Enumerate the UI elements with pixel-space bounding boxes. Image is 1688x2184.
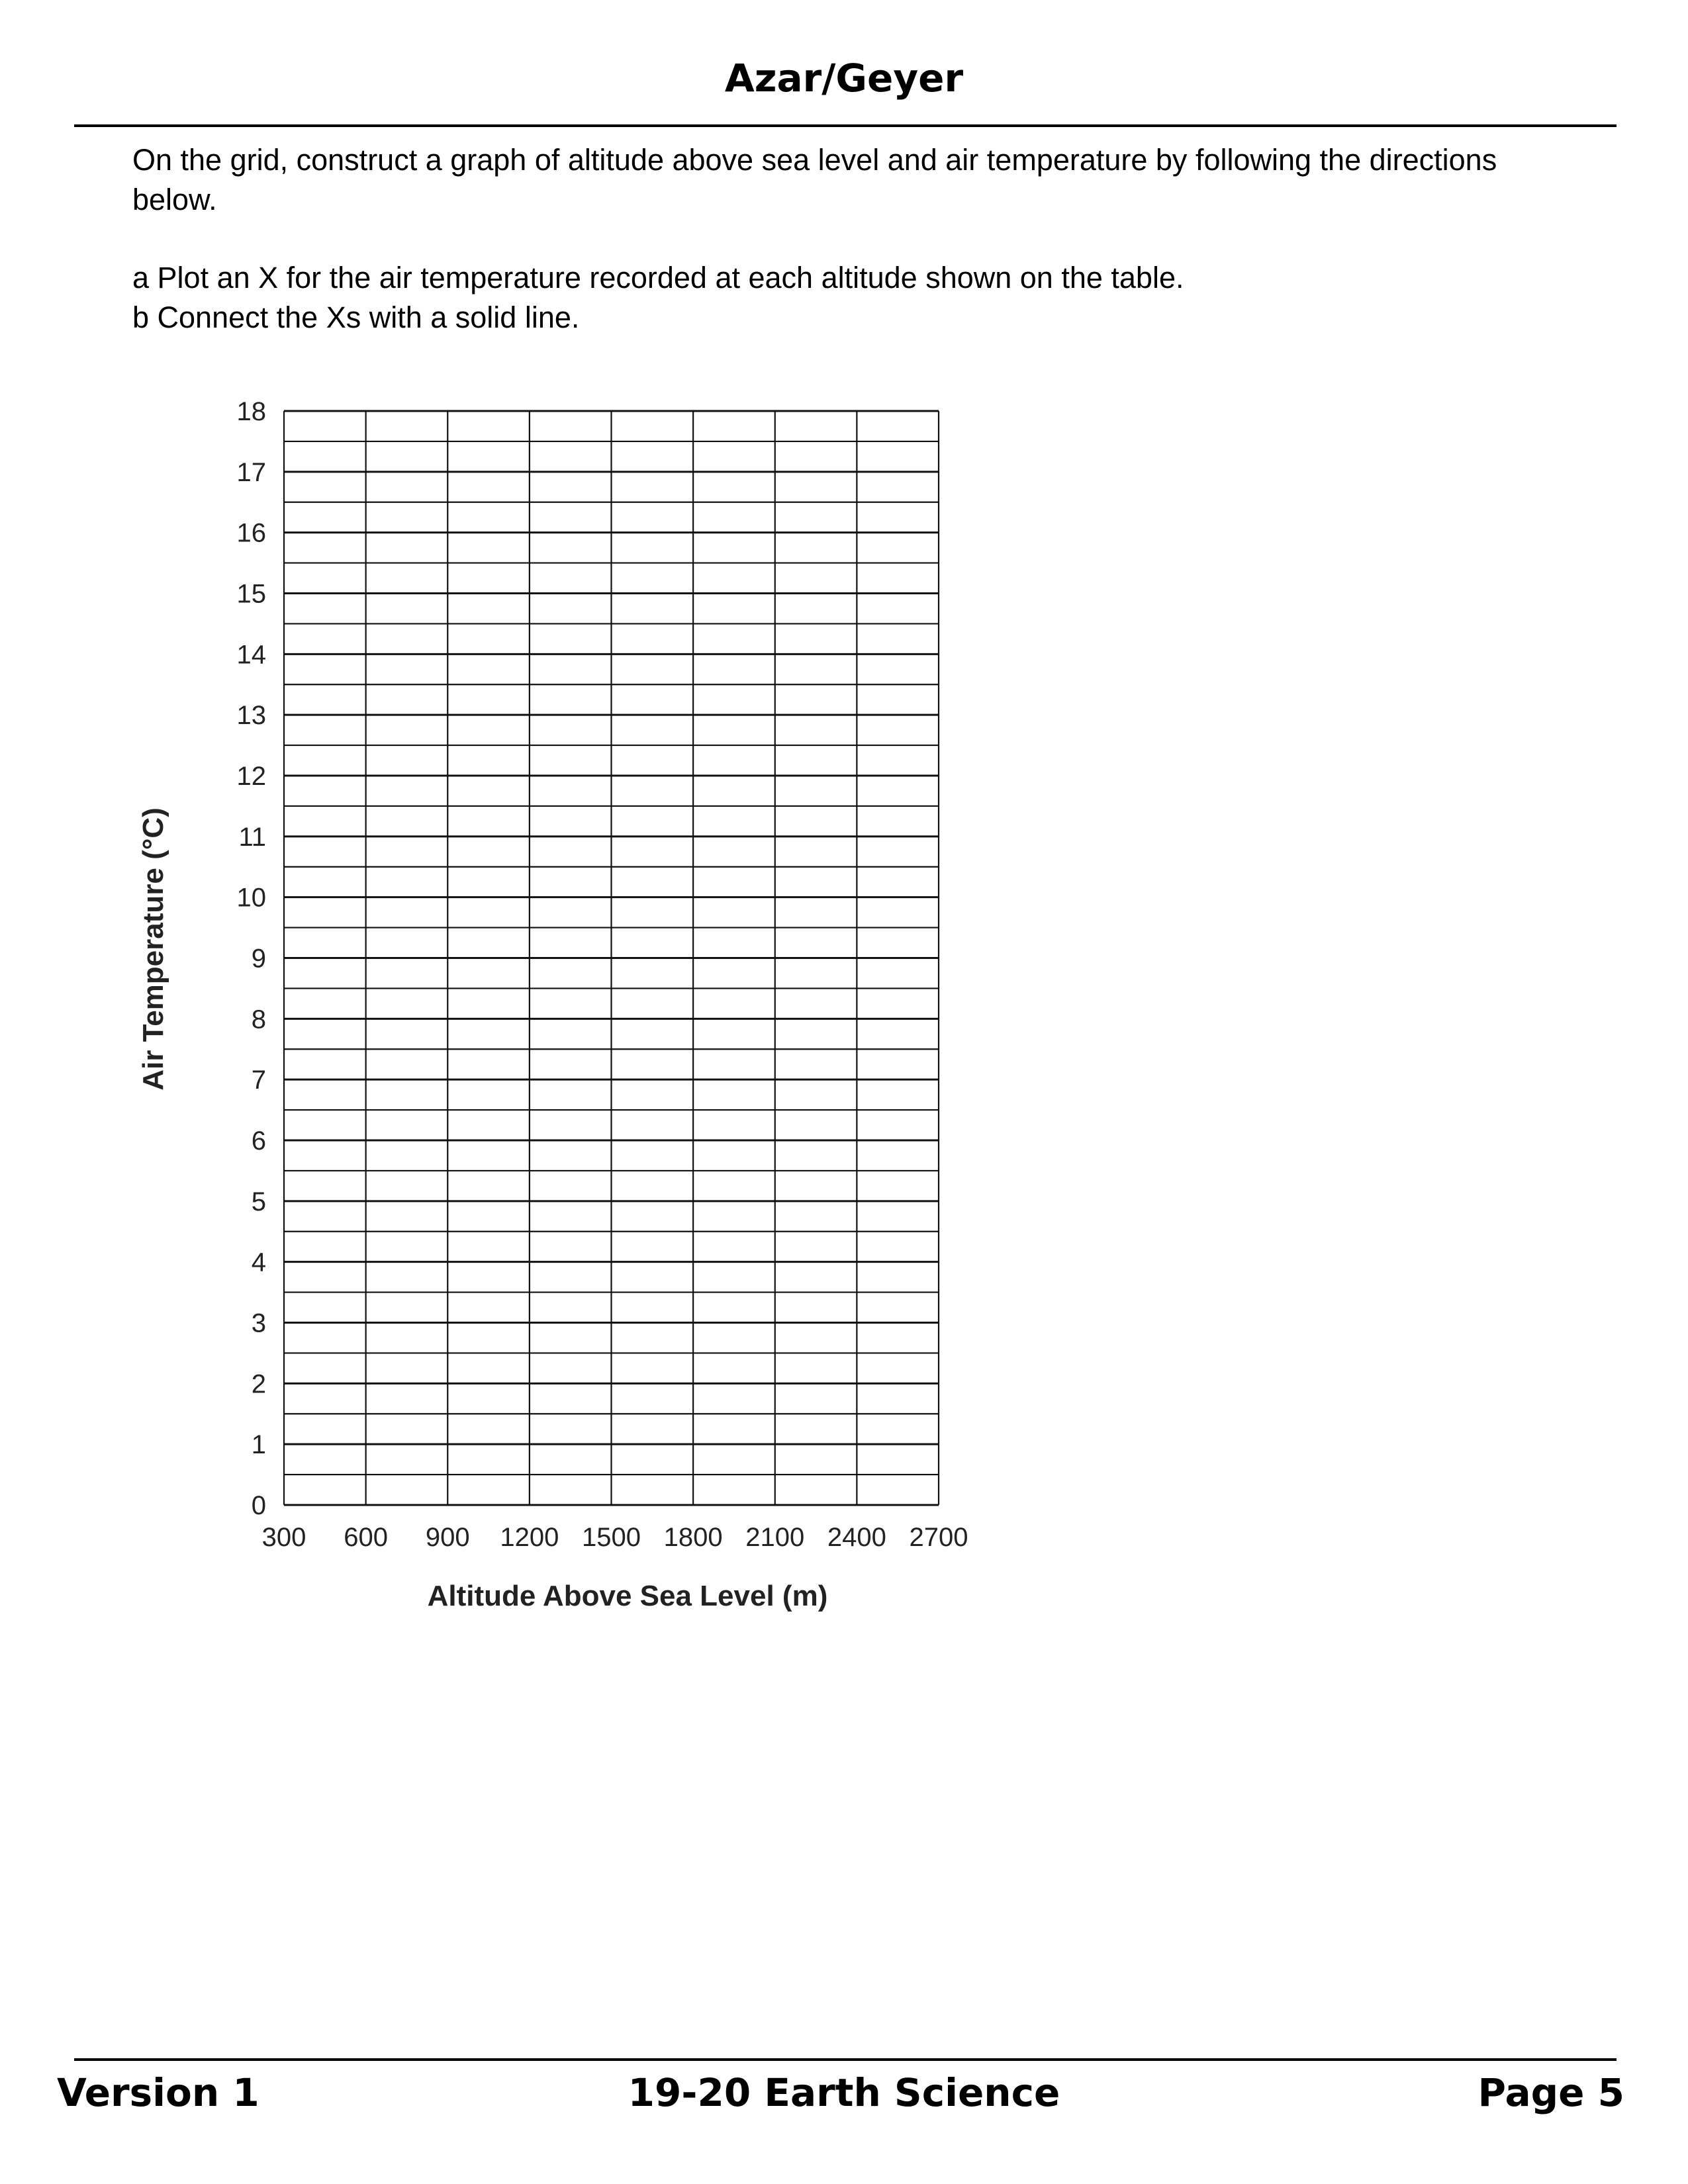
x-tick-label: 900 bbox=[425, 1523, 470, 1552]
y-tick-label: 18 bbox=[236, 397, 266, 426]
instruction-step-a: a Plot an X for the air temperature recorded at each altitude shown on the table. bbox=[132, 261, 1184, 295]
blank-graph-figure bbox=[119, 371, 993, 1641]
x-tick-label: 600 bbox=[344, 1523, 388, 1552]
y-tick-label: 9 bbox=[251, 944, 266, 974]
x-tick-label: 300 bbox=[261, 1523, 306, 1552]
y-tick-label: 15 bbox=[236, 579, 266, 609]
y-tick-label: 14 bbox=[236, 640, 266, 670]
y-tick-label: 17 bbox=[236, 457, 266, 487]
header-divider bbox=[74, 124, 1617, 127]
x-tick-labels bbox=[262, 1523, 968, 1552]
footer-divider bbox=[74, 2058, 1617, 2061]
y-tick-label: 7 bbox=[251, 1066, 266, 1095]
y-tick-label: 5 bbox=[251, 1187, 266, 1216]
footer-version: Version 1 bbox=[57, 2070, 259, 2115]
footer-page: Page 5 bbox=[1477, 2070, 1624, 2115]
x-tick-label: 1200 bbox=[500, 1523, 559, 1552]
y-tick-label: 13 bbox=[236, 701, 266, 731]
y-tick-label: 1 bbox=[251, 1430, 266, 1460]
footer-course: 19-20 Earth Science bbox=[628, 2070, 1060, 2115]
y-tick-label: 16 bbox=[236, 518, 266, 548]
x-tick-label: 1500 bbox=[582, 1523, 641, 1552]
graph-grid-chart[interactable] bbox=[119, 371, 993, 1641]
x-tick-label: 1800 bbox=[663, 1523, 723, 1552]
y-tick-labels bbox=[237, 397, 267, 1520]
x-tick-label: 2100 bbox=[745, 1523, 805, 1552]
y-tick-label: 2 bbox=[251, 1369, 266, 1399]
x-axis-label: Altitude Above Sea Level (m) bbox=[427, 1580, 828, 1612]
y-tick-label: 0 bbox=[251, 1491, 266, 1520]
y-axis-label: Air Temperature (°C) bbox=[137, 807, 169, 1091]
y-tick-label: 8 bbox=[251, 1005, 266, 1034]
x-tick-label: 2700 bbox=[909, 1523, 968, 1552]
grid-lines bbox=[284, 411, 939, 1505]
y-tick-label: 12 bbox=[236, 762, 266, 791]
y-tick-label: 11 bbox=[238, 822, 266, 852]
instructions-steps bbox=[132, 258, 1523, 338]
y-tick-label: 3 bbox=[251, 1308, 266, 1338]
page-header-title: Azar/Geyer bbox=[724, 56, 964, 101]
instructions-intro: On the grid, construct a graph of altitude above sea level and air temperature by following the directions below. bbox=[132, 143, 1497, 216]
y-tick-label: 6 bbox=[251, 1126, 266, 1156]
y-tick-label: 10 bbox=[236, 883, 266, 913]
y-tick-label: 4 bbox=[251, 1248, 266, 1277]
instruction-step-b: b Connect the Xs with a solid line. bbox=[132, 300, 580, 334]
x-tick-label: 2400 bbox=[827, 1523, 886, 1552]
